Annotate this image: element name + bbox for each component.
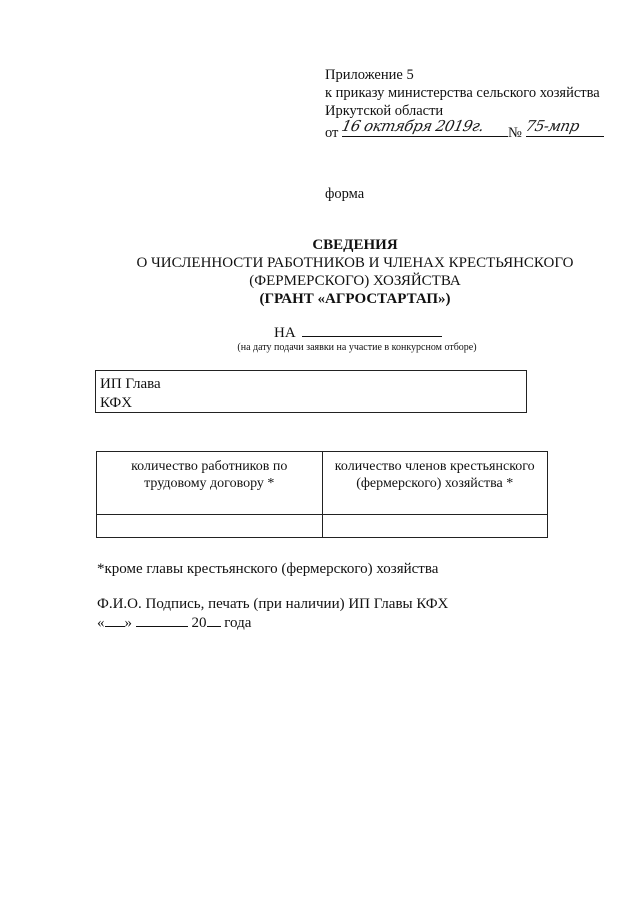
on-date-field[interactable] xyxy=(302,322,442,337)
on-date-hint: (на дату подачи заявки на участие в конкурсном отборе) xyxy=(237,342,477,353)
appendix-title: Приложение 5 xyxy=(325,67,414,83)
month-field[interactable] xyxy=(136,613,188,627)
title-line-4: (ГРАНТ «АГРОСТАРТАП») xyxy=(259,291,451,307)
on-date-label: НА xyxy=(274,325,296,341)
close-quote: » xyxy=(124,615,132,631)
members-header: количество членов крестьянского (фермерского) хозяйства * xyxy=(322,452,548,515)
year-suffix: года xyxy=(224,615,252,631)
footnote: *кроме главы крестьянского (фермерского) хозяйства xyxy=(97,561,439,577)
appendix-region: Иркутской области xyxy=(325,103,444,119)
appendix-order-ref: к приказу министерства сельского хозяйства xyxy=(325,85,600,101)
order-date-handwritten: 16 октября 2019г. xyxy=(340,117,486,135)
year-prefix: 20 xyxy=(191,615,207,631)
applicant-line-2: КФХ xyxy=(100,395,133,411)
from-label: от xyxy=(325,125,339,141)
form-label: форма xyxy=(325,186,365,202)
title-line-1: СВЕДЕНИЯ xyxy=(312,237,398,253)
appendix-header xyxy=(325,66,604,142)
members-count-cell[interactable] xyxy=(322,515,548,538)
signature-line: Ф.И.О. Подпись, печать (при наличии) ИП Главы КФХ xyxy=(97,596,449,612)
number-label: № xyxy=(508,125,522,141)
applicant-box[interactable] xyxy=(95,370,527,413)
order-number-field xyxy=(523,117,604,137)
appendix-date-number-line xyxy=(325,117,604,142)
open-quote: « xyxy=(97,615,105,631)
order-number-handwritten: 75-мпр xyxy=(523,117,581,135)
employees-header: количество работников по трудовому договору * xyxy=(97,452,323,515)
title-line-2: О ЧИСЛЕННОСТИ РАБОТНИКОВ И ЧЛЕНАХ КРЕСТЬЯНСКОГО xyxy=(136,255,574,271)
counts-table xyxy=(96,451,548,538)
applicant-line-1: ИП Глава xyxy=(100,376,161,392)
order-date-field xyxy=(340,117,508,137)
document-title xyxy=(90,236,620,308)
date-line xyxy=(97,613,251,632)
day-field[interactable] xyxy=(105,613,125,627)
on-date-line xyxy=(274,322,442,342)
table-header-row xyxy=(97,452,548,515)
table-row xyxy=(97,515,548,538)
title-line-3: (ФЕРМЕРСКОГО) ХОЗЯЙСТВА xyxy=(249,273,461,289)
employees-count-cell[interactable] xyxy=(97,515,323,538)
year-field[interactable] xyxy=(207,613,221,627)
